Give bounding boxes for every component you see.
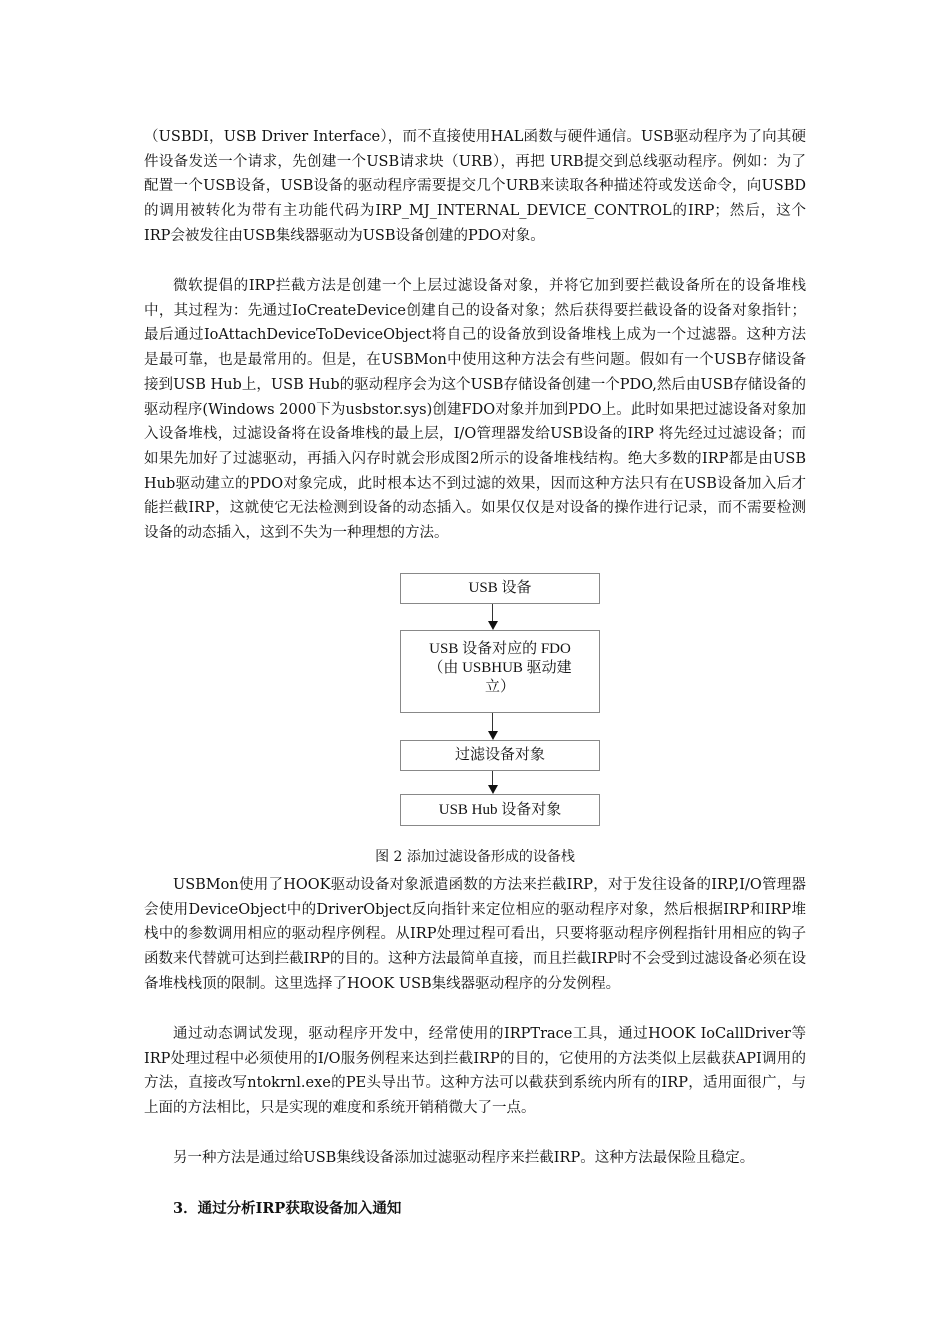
paragraph-3: USBMon使用了HOOK驱动设备对象派遣函数的方法来拦截IRP，对于发往设备的IRP,I/O管理器会使用DeviceObject中的DriverObject反向指针来定位相应的驱动程序对象，然后根据IRP和IRP堆栈中的参数调用相应的驱动程序例程。从IRP处理过程可看出，只要将驱动程序例程指针用相应的钩子函数来代替就可达到拦截IRP的目的。这种方法最简单直接，而且拦截IRP时不会受到过滤设备必须在设备堆栈栈顶的限制。这里选择了HOOK USB集线器驱动程序的分发例程。 [144,877,806,992]
paragraph-2: 微软提倡的IRP拦截方法是创建一个上层过滤设备对象，并将它加到要拦截设备所在的设备堆栈中，其过程为：先通过IoCreateDevice创建自己的设备对象；然后获得要拦截设备的设备对象指针；最后通过IoAttachDeviceToDeviceObject将自己的设备放到设备堆栈上成为一个过滤器。这种方法是最可靠，也是最常用的。但是，在USBMon中使用这种方法会有些问题。假如有一个USB存储设备接到USB Hub上，USB Hub的驱动程序会为这个USB存储设备创建一个PDO,然后由USB存储设备的驱动程序(Windows 2000下为usbstor.sys)创建FDO对象并加到PDO上。此时如果把过滤设备对象加入设备堆栈，过滤设备将在设备堆栈的最上层，I/O管理器发给USB设备的IRP 将先经过过滤设备；而如果先加好了过滤驱动，再插入闪存时就会形成图2所示的设备堆栈结构。绝大多数的IRP都是由USB Hub驱动建立的PDO对象完成，此时根本达不到过滤的效果，因而这种方法只有在USB设备加入后才能拦截IRP，这就使它无法检测到设备的动态插入。如果仅仅是对设备的操作进行记录，而不需要检测设备的动态插入，这到不失为一种理想的方法。 [144,278,806,542]
box-usb-device: USB 设备 [400,573,600,604]
arrow-3 [488,771,498,794]
arrow-1 [488,604,498,630]
paragraph-1: （USBDI，USB Driver Interface），而不直接使用HAL函数与硬件通信。USB驱动程序为了向其硬件设备发送一个请求，先创建一个USB请求块（URB），再把 URB提交到总线驱动程序。例如：为了配置一个USB设备，USB设备的驱动程序需要提交几个URB来读取各种描述符或发送命令，向USBD的调用被转化为带有主功能代码为IRP_MJ_INTERNAL_DEVICE_CONTROL的IRP；然后，这个IRP会被发往由USB集线器驱动为USB设备创建的PDO对象。 [144,129,806,244]
box-usb-fdo: USB 设备对应的 FDO （由 USBHUB 驱动建立） [400,630,600,713]
arrow-2 [488,713,498,740]
box-filter-device: 过滤设备对象 [400,740,600,771]
paragraph-4: 通过动态调试发现，驱动程序开发中，经常使用的IRPTrace工具，通过HOOK IoCallDriver等IRP处理过程中必须使用的I/O服务例程来达到拦截IRP的目的，它使用的方法类似上层截获API调用的方法，直接改写ntokrnl.exe的PE头导出节。这种方法可以截获到系统内所有的IRP，适用面很广，与上面的方法相比，只是实现的难度和系统开销稍微大了一点。 [144,1026,806,1117]
section-heading: 3．通过分析IRP获取设备加入通知 [173,1200,402,1217]
figure-caption: 图 2 添加过滤设备形成的设备栈 [375,849,575,865]
box-usb-hub-device: USB Hub 设备对象 [400,794,600,826]
paragraph-5: 另一种方法是通过给USB集线设备添加过滤驱动程序来拦截IRP。这种方法最保险且稳定。 [173,1150,755,1166]
